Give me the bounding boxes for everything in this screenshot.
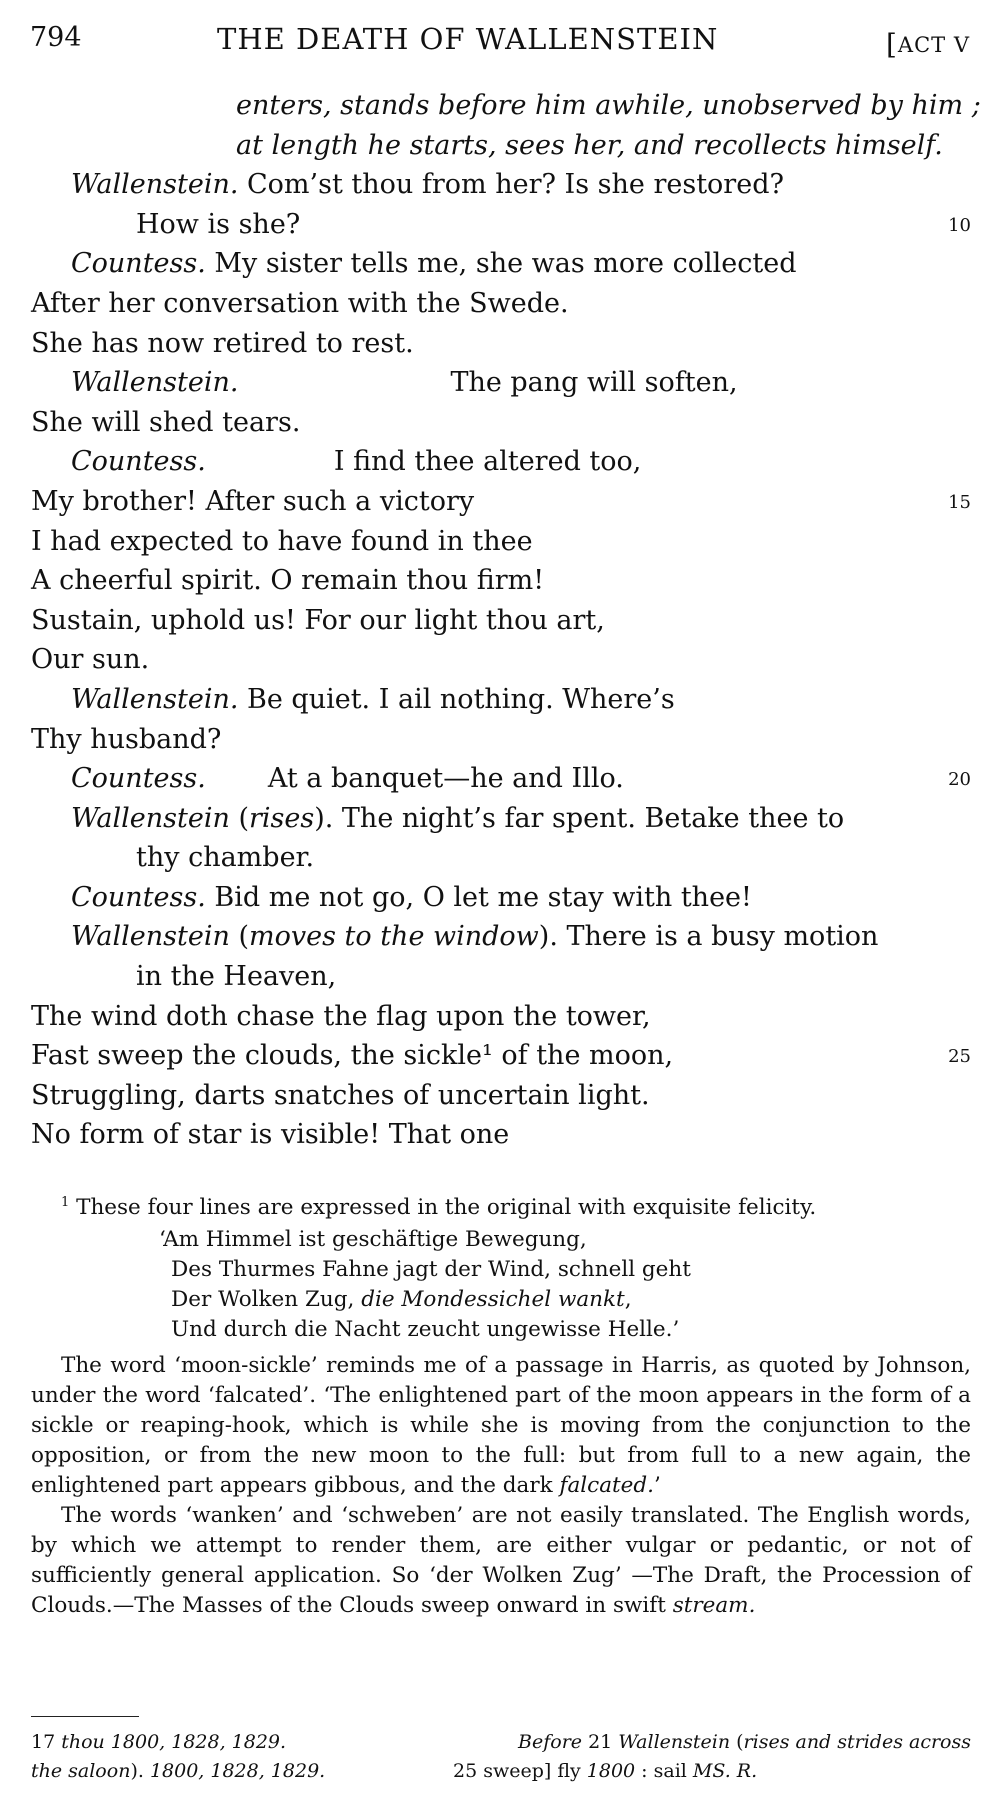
verse-line — [31, 126, 971, 166]
variant-entry: Before 21 Wallenstein (rises and strides across — [518, 1731, 971, 1753]
running-header — [30, 18, 970, 62]
verse-line — [31, 284, 971, 324]
verse-text: My brother! After such a victory — [31, 485, 475, 517]
verse-text: Wallenstein (moves to the window). There is a busy motion — [71, 921, 879, 953]
footnote-intro — [31, 1188, 971, 1223]
verse-line — [31, 957, 971, 997]
verse-text: at length he starts, sees her, and recollects himself. — [236, 129, 943, 161]
verse-line — [31, 482, 971, 522]
verse-line — [31, 244, 971, 284]
verse-line — [31, 442, 971, 482]
verse-text: Countess. Bid me not go, O let me stay with thee! — [71, 881, 752, 913]
verse-text: Countess. At a banquet—he and Illo. — [71, 763, 624, 795]
verse-text: Countess. My sister tells me, she was more collected — [71, 248, 797, 280]
verse-line — [31, 799, 971, 839]
verse-text: I had expected to have found in thee — [31, 525, 533, 557]
verse-line — [31, 403, 971, 443]
quote-line: Und durch die Nacht zeucht ungewisse Helle.’ — [171, 1317, 680, 1343]
verse-text: Struggling, darts snatches of uncertain light. — [31, 1079, 650, 1111]
variant-entry: 25 sweep] fly 1800 : sail MS. R. — [453, 1760, 758, 1782]
german-quote — [159, 1225, 971, 1345]
verse-text: Wallenstein (rises). The night’s far spent. Betake thee to — [71, 802, 845, 834]
verse-text: Wallenstein. The pang will soften, — [71, 367, 738, 399]
verse-text: No form of star is visible! That one — [31, 1119, 510, 1151]
verse-line — [31, 1115, 971, 1155]
verse-line — [31, 363, 971, 403]
variants-divider — [31, 1716, 139, 1717]
verse-text: in the Heaven, — [136, 961, 337, 993]
line-number: 10 — [948, 214, 971, 236]
verse-text: Wallenstein. Be quiet. I ail nothing. Where’s — [71, 683, 675, 715]
variant-line — [31, 1757, 971, 1786]
verse-line — [31, 680, 971, 720]
quote-line: Der Wolken Zug, die Mondessichel wankt, — [171, 1287, 632, 1313]
verse-text: The wind doth chase the flag upon the tower, — [31, 1000, 651, 1032]
verse-text: Our sun. — [31, 644, 150, 676]
footnote — [31, 1188, 971, 1621]
verse-line — [31, 838, 971, 878]
verse-line — [31, 522, 971, 562]
footnote-intro-text: These four lines are expressed in the original with exquisite felicity. — [69, 1195, 817, 1221]
verse-text: Fast sweep the clouds, the sickle¹ of the moon, — [31, 1040, 674, 1072]
verse-line — [31, 720, 971, 760]
verse-line — [31, 561, 971, 601]
verse-text: Wallenstein. Com’st thou from her? Is she restored? — [71, 169, 784, 201]
variant-entry: the saloon). 1800, 1828, 1829. — [31, 1760, 326, 1782]
verse-line — [31, 917, 971, 957]
line-number: 15 — [948, 491, 971, 513]
quote-line: ‘Am Himmel ist geschäftige Bewegung, — [159, 1227, 587, 1253]
verse-text: She will shed tears. — [31, 406, 301, 438]
verse-text: thy chamber. — [136, 842, 315, 874]
verse-line — [31, 1076, 971, 1116]
verse-line — [31, 324, 971, 364]
verse-line — [31, 601, 971, 641]
page-number: 794 — [30, 22, 82, 53]
footnote-marker: 1 — [61, 1195, 70, 1210]
verse-line — [31, 878, 971, 918]
variant-line — [31, 1728, 971, 1757]
footnote-paragraph: The word ‘moon-sickle’ reminds me of a passage in Harris, as quoted by Johnson, under the word ‘falcated’. ‘The enlightened part of the moon appears in the form of a sickle or reaping-hook, which is while she is moving from the conjunction to the opposition, or from the new moon to the full: but from full to a new again, the enlightened part appears gibbous, and the dark falcated.’ — [31, 1353, 971, 1499]
verse-text: After her conversation with the Swede. — [31, 287, 569, 319]
verse-line — [31, 759, 971, 799]
verse-text: How is she? — [136, 208, 301, 240]
verse-line — [31, 86, 981, 126]
footnote-paragraph: The words ‘wanken’ and ‘schweben’ are not easily translated. The English words, by which we attempt to render them, are either vulgar or pedantic, or not of sufficiently general application. So ‘der Wolken Zug’ —The Draft, the Procession of Clouds.—The Masses of the Clouds sweep onward in swift stream. — [31, 1503, 971, 1619]
textual-variants — [31, 1728, 971, 1786]
running-title: THE DEATH OF WALLENSTEIN — [217, 22, 719, 56]
verse-line — [31, 640, 971, 680]
verse-text: A cheerful spirit. O remain thou firm! — [31, 565, 545, 597]
line-number: 20 — [948, 769, 971, 791]
line-number: 25 — [948, 1046, 971, 1068]
verse-text: Countess. I find thee altered too, — [71, 446, 642, 478]
verse-line — [31, 205, 971, 245]
verse-line — [31, 997, 971, 1037]
act-label: [ACT V — [885, 28, 970, 61]
verse-text: Sustain, uphold us! For our light thou art, — [31, 604, 605, 636]
verse-block — [31, 86, 981, 1155]
verse-text: enters, stands before him awhile, unobserved by him ; — [236, 90, 981, 121]
verse-line — [31, 1036, 971, 1076]
verse-text: She has now retired to rest. — [31, 327, 414, 359]
variant-entry: 17 thou 1800, 1828, 1829. — [31, 1731, 287, 1753]
quote-line: Des Thurmes Fahne jagt der Wind, schnell geht — [171, 1257, 691, 1283]
verse-text: Thy husband? — [31, 723, 222, 755]
act-text: ACT V — [897, 33, 970, 57]
verse-line — [31, 165, 971, 205]
